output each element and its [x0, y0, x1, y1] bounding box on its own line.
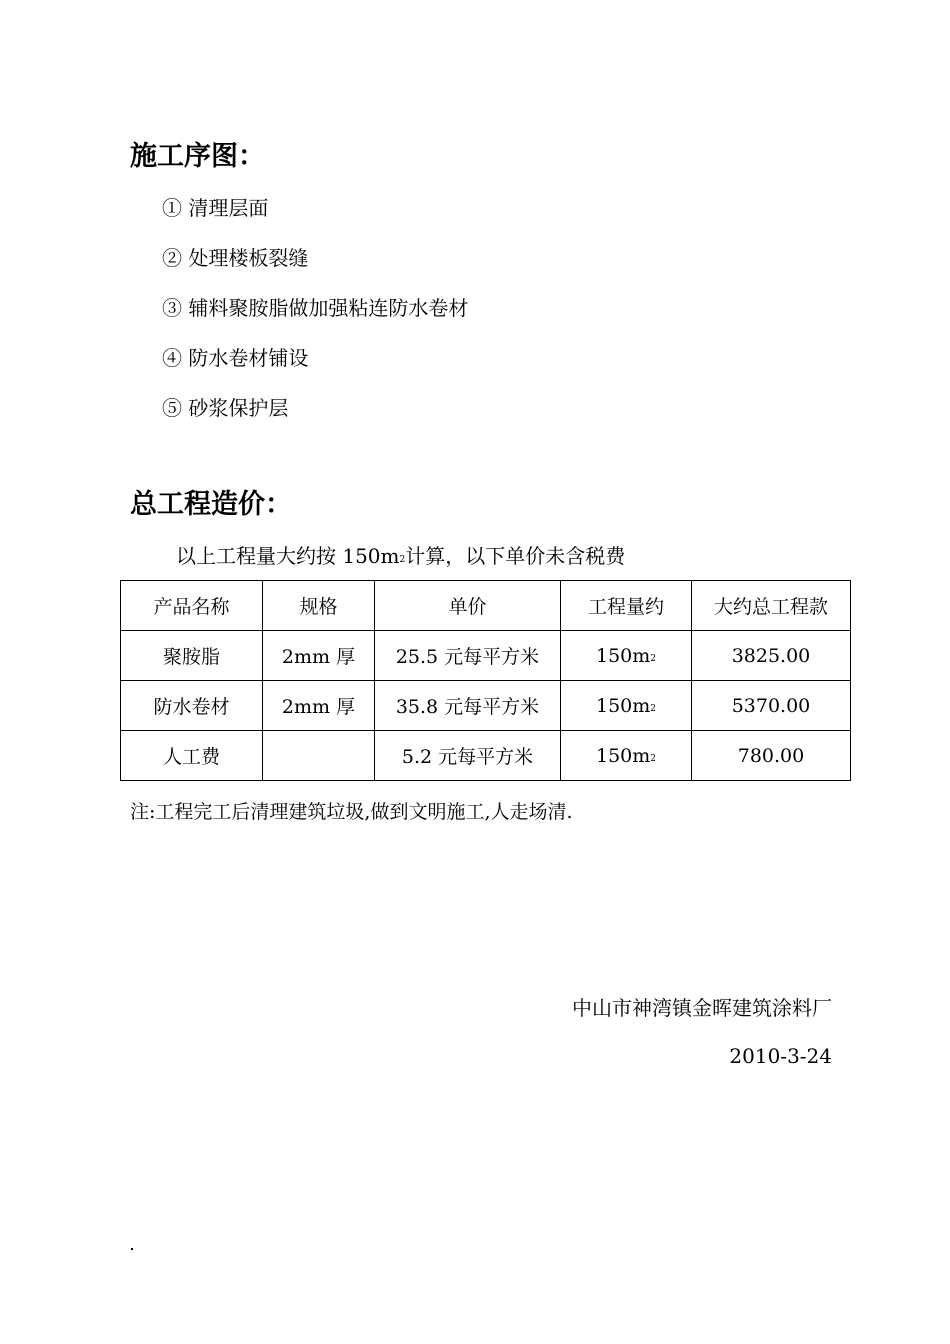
intro-text-after: 计算，以下单价未含税费	[405, 544, 626, 568]
cell-name: 防水卷材	[121, 681, 263, 731]
cost-title: 总工程造价：	[130, 489, 292, 520]
header-cell: 单价	[375, 581, 561, 631]
cell-spec	[263, 731, 375, 781]
price-table	[120, 580, 851, 781]
cell-total: 3825.00	[692, 631, 851, 681]
cell-qty	[561, 731, 692, 781]
cell-price: 25.5 元每平方米	[375, 631, 561, 681]
cell-qty	[561, 681, 692, 731]
note-text: 注:工程完工后清理建筑垃圾,做到文明施工,人走场清.	[130, 801, 573, 823]
qty-unit-sup: 2	[650, 703, 657, 714]
table-row	[121, 631, 851, 681]
cell-name: 聚胺脂	[121, 631, 263, 681]
table-row	[121, 731, 851, 781]
cell-price: 35.8 元每平方米	[375, 681, 561, 731]
step-item: ② 处理楼板裂缝	[162, 246, 309, 270]
cell-name: 人工费	[121, 731, 263, 781]
cell-spec: 2mm 厚	[263, 681, 375, 731]
header-cell: 大约总工程款	[692, 581, 851, 631]
company-name: 中山市神湾镇金晖建筑涂料厂	[572, 996, 832, 1020]
qty-unit-sup: 2	[650, 653, 657, 664]
header-cell: 产品名称	[121, 581, 263, 631]
qty-unit-sup: 2	[650, 753, 657, 764]
step-item: ① 清理层面	[162, 196, 269, 220]
intro-unit-sup: 2	[399, 555, 406, 565]
step-item: ⑤ 砂浆保护层	[162, 396, 289, 420]
cell-total: 780.00	[692, 731, 851, 781]
cell-total: 5370.00	[692, 681, 851, 731]
intro-text-before: 以上工程量大约按 150m	[176, 544, 400, 568]
qty-value: 150m	[595, 694, 651, 717]
page-marker-dot	[131, 1248, 133, 1250]
step-item: ③ 辅料聚胺脂做加强粘连防水卷材	[162, 296, 469, 320]
document-date: 2010-3-24	[729, 1044, 832, 1068]
table-header-row	[121, 581, 851, 631]
qty-value: 150m	[595, 644, 651, 667]
table-row	[121, 681, 851, 731]
process-title: 施工序图：	[130, 141, 265, 172]
qty-value: 150m	[595, 744, 651, 767]
step-item: ④ 防水卷材铺设	[162, 346, 309, 370]
cell-price: 5.2 元每平方米	[375, 731, 561, 781]
cost-intro	[176, 540, 625, 569]
header-cell: 工程量约	[561, 581, 692, 631]
cell-spec: 2mm 厚	[263, 631, 375, 681]
header-cell: 规格	[263, 581, 375, 631]
cell-qty	[561, 631, 692, 681]
